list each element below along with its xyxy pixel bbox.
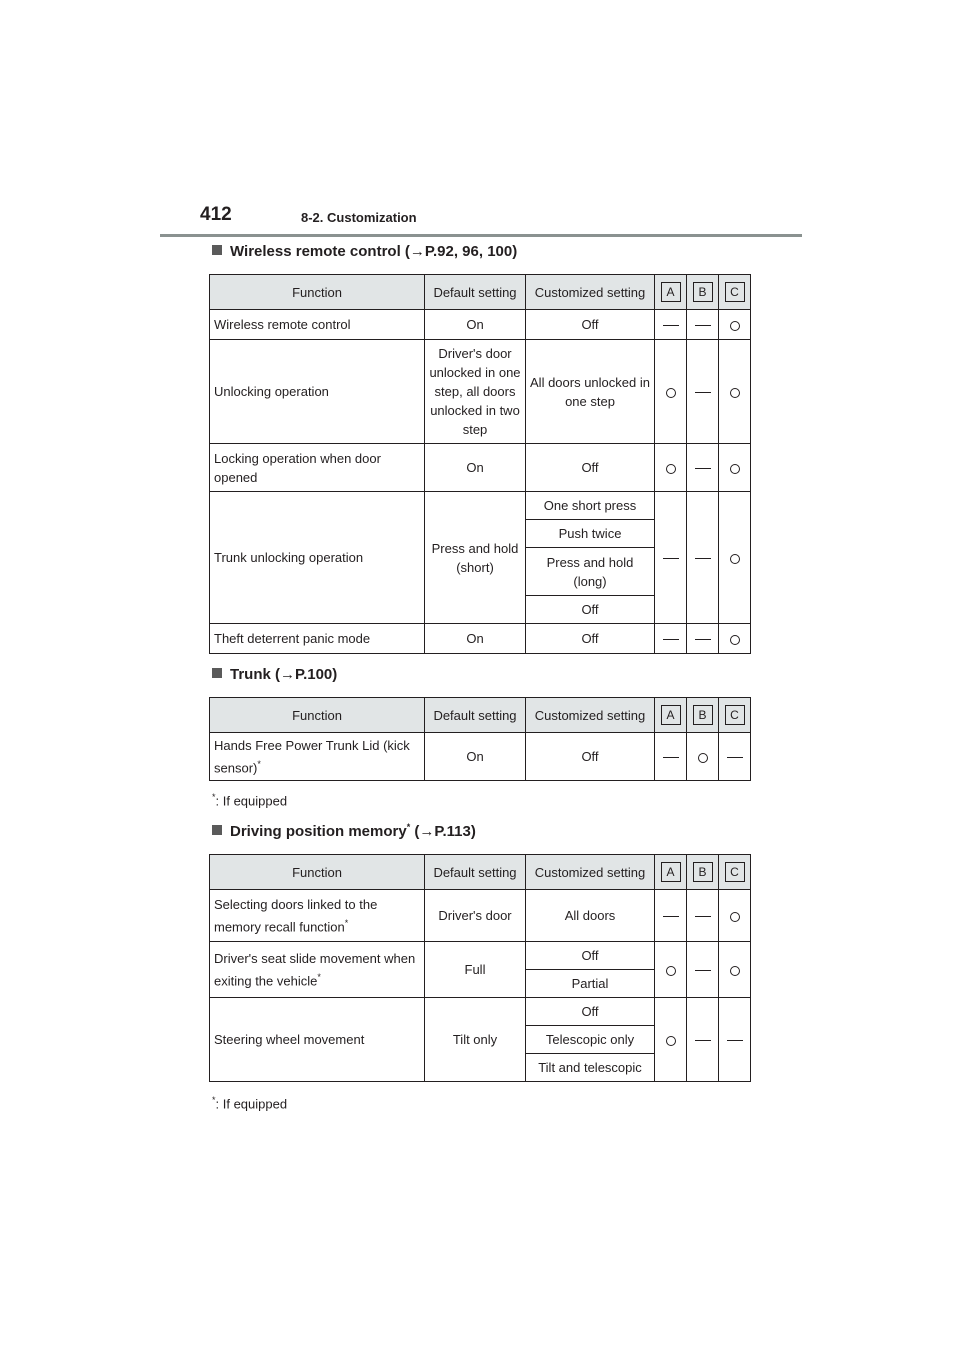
- section-title-driving: Driving position memory* (→P.113): [212, 822, 476, 840]
- circle-icon: [698, 753, 708, 763]
- table-row: [210, 733, 751, 781]
- header-c: C: [725, 705, 745, 725]
- dash-icon: [663, 325, 679, 326]
- dash-icon: [727, 1040, 743, 1041]
- square-bullet-icon: [212, 245, 222, 255]
- table-header-row: [210, 855, 751, 890]
- function-cell: Theft deterrent panic mode: [210, 624, 425, 654]
- dash-icon: [663, 639, 679, 640]
- circle-icon: [666, 388, 676, 398]
- square-bullet-icon: [212, 668, 222, 678]
- custom-cell: One short press: [526, 492, 655, 520]
- footnote: *: If equipped: [212, 1095, 288, 1112]
- custom-cell: Partial: [526, 970, 655, 998]
- circle-icon: [730, 388, 740, 398]
- custom-cell: Press and hold (long): [526, 548, 655, 596]
- circle-icon: [666, 464, 676, 474]
- circle-icon: [730, 321, 740, 331]
- square-bullet-icon: [212, 825, 222, 835]
- header-a: A: [661, 282, 681, 302]
- header-default: Default setting: [425, 855, 526, 890]
- header-default: Default setting: [425, 275, 526, 310]
- dash-icon: [663, 757, 679, 758]
- header-a: A: [661, 705, 681, 725]
- dash-icon: [695, 639, 711, 640]
- chapter-title: 8-2. Customization: [301, 210, 417, 225]
- header-c: C: [725, 862, 745, 882]
- default-cell: Driver's door: [425, 890, 526, 942]
- default-cell: On: [425, 624, 526, 654]
- custom-cell: Off: [526, 942, 655, 970]
- function-cell: Wireless remote control: [210, 310, 425, 340]
- default-cell: On: [425, 733, 526, 781]
- circle-icon: [730, 554, 740, 564]
- table-header-row: [210, 698, 751, 733]
- dash-icon: [695, 970, 711, 971]
- header-b: B: [693, 705, 713, 725]
- driving-position-table: [209, 854, 751, 1082]
- trunk-table: [209, 697, 751, 781]
- header-custom: Customized setting: [526, 698, 655, 733]
- default-cell: On: [425, 444, 526, 492]
- dash-icon: [695, 916, 711, 917]
- dash-icon: [695, 392, 711, 393]
- header-c: C: [725, 282, 745, 302]
- page-header: [160, 202, 802, 237]
- function-cell: Driver's seat slide movement when exiting the vehicle*: [210, 942, 425, 998]
- table-row: [210, 890, 751, 942]
- circle-icon: [730, 966, 740, 976]
- section-title-trunk: Trunk (→P.100): [212, 666, 337, 683]
- table-row: [210, 492, 751, 520]
- header-function: Function: [210, 275, 425, 310]
- custom-cell: All doors: [526, 890, 655, 942]
- dash-icon: [663, 558, 679, 559]
- default-cell: Driver's door unlocked in one step, all doors unlocked in two step: [425, 340, 526, 444]
- dash-icon: [695, 325, 711, 326]
- dash-icon: [695, 558, 711, 559]
- header-a: A: [661, 862, 681, 882]
- header-b: B: [693, 862, 713, 882]
- header-b: B: [693, 282, 713, 302]
- table-row: [210, 340, 751, 444]
- dash-icon: [727, 757, 743, 758]
- circle-icon: [666, 966, 676, 976]
- table-row: [210, 624, 751, 654]
- function-cell: Hands Free Power Trunk Lid (kick sensor)*: [210, 733, 425, 781]
- custom-cell: Off: [526, 444, 655, 492]
- default-cell: On: [425, 310, 526, 340]
- custom-cell: Off: [526, 998, 655, 1026]
- header-function: Function: [210, 698, 425, 733]
- circle-icon: [730, 635, 740, 645]
- custom-cell: Tilt and telescopic: [526, 1054, 655, 1082]
- custom-cell: Telescopic only: [526, 1026, 655, 1054]
- custom-cell: All doors unlocked in one step: [526, 340, 655, 444]
- default-cell: Tilt only: [425, 998, 526, 1082]
- custom-cell: Off: [526, 596, 655, 624]
- circle-icon: [730, 464, 740, 474]
- header-custom: Customized setting: [526, 275, 655, 310]
- custom-cell: Off: [526, 310, 655, 340]
- footnote: *: If equipped: [212, 792, 288, 809]
- dash-icon: [663, 916, 679, 917]
- custom-cell: Push twice: [526, 520, 655, 548]
- function-cell: Locking operation when door opened: [210, 444, 425, 492]
- default-cell: Press and hold (short): [425, 492, 526, 624]
- function-cell: Selecting doors linked to the memory recall function*: [210, 890, 425, 942]
- header-default: Default setting: [425, 698, 526, 733]
- circle-icon: [730, 912, 740, 922]
- section-title-wireless: Wireless remote control (→P.92, 96, 100): [212, 243, 517, 260]
- header-custom: Customized setting: [526, 855, 655, 890]
- function-cell: Steering wheel movement: [210, 998, 425, 1082]
- function-cell: Trunk unlocking operation: [210, 492, 425, 624]
- default-cell: Full: [425, 942, 526, 998]
- custom-cell: Off: [526, 624, 655, 654]
- table-row: [210, 444, 751, 492]
- dash-icon: [695, 468, 711, 469]
- table-header-row: [210, 275, 751, 310]
- circle-icon: [666, 1036, 676, 1046]
- function-cell: Unlocking operation: [210, 340, 425, 444]
- table-row: [210, 998, 751, 1026]
- wireless-remote-table: [209, 274, 751, 654]
- custom-cell: Off: [526, 733, 655, 781]
- page-number: 412: [200, 204, 232, 225]
- table-row: [210, 942, 751, 970]
- header-function: Function: [210, 855, 425, 890]
- table-row: [210, 310, 751, 340]
- dash-icon: [695, 1040, 711, 1041]
